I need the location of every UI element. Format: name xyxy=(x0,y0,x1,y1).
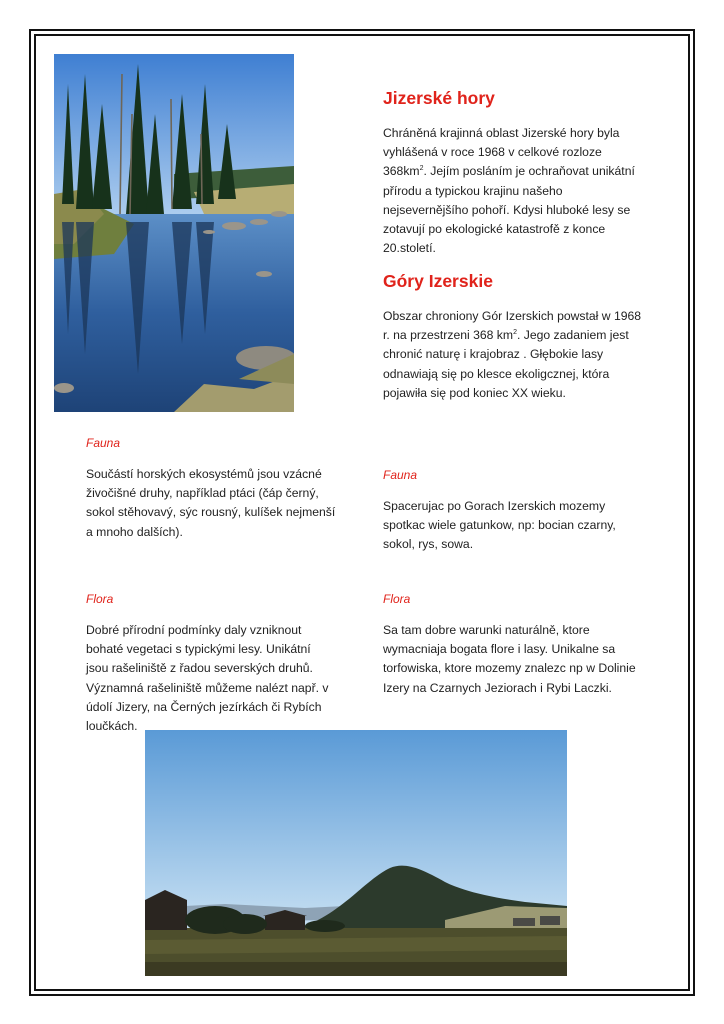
paragraph-pl-intro xyxy=(383,307,645,403)
pl-intro-superscript: 2 xyxy=(513,329,517,337)
cz-fauna-text: Součástí horských ekosystémů jsou vzácné živočišné druhy, například ptáci (čáp černý, sokol stěhovavý, sýc rousný, kulíšek nejmenší a mnoho dalších). xyxy=(86,467,336,539)
heading-gory-izerskie: Góry Izerskie xyxy=(383,271,493,291)
pl-flora-text: Sa tam dobre warunki naturálně, ktore wymacniaja bogata flore i lasy. Unikalne sa torfowiska, ktore mozemy znalezc np w Dolinie Izery na Czarnych Jeziorach i Rybi Laczki. xyxy=(383,623,636,695)
cz-intro-text-b: . Jejím posláním je ochraňovat unikátní přírodu a typickou krajinu našeho nejsevernějšího pohoří. Kdysi hluboké lesy se zotavují po ekologické katastrofě z konce 20.století. xyxy=(383,164,635,256)
pl-intro-text-b: . Jego zadaniem jest chronić naturę i krajobraz . Głębokie lasy odnawiają się po klesce ekoligcznej, która pojawiła się pod koniec XX wieku. xyxy=(383,328,629,400)
cz-flora-text: Dobré přírodní podmínky daly vzniknout bohaté vegetaci s typickými lesy. Unikátní jsou rašeliniště z řadou severských druhů. Významná rašeliniště můžeme nalézt např. v údolí Jizery, na Černých jezírkách či Rybích loučkách. xyxy=(86,623,329,734)
paragraph-cz-intro xyxy=(383,124,645,258)
pl-intro-text-a: Obszar chroniony Gór Izerskich powstał w 1968 r. na przestrzeni 368 km xyxy=(383,309,642,343)
cz-intro-superscript: 2 xyxy=(419,165,424,173)
pl-flora-label: Flora xyxy=(383,592,411,606)
pl-fauna-label: Fauna xyxy=(383,468,418,482)
cz-flora-label: Flora xyxy=(86,592,114,606)
lake-forest-photo xyxy=(54,54,294,412)
cz-intro-text-a: Chráněná krajinná oblast Jizerské hory byla vyhlášená v roce 1968 v celkové rozloze 368km xyxy=(383,126,620,179)
cz-fauna-label: Fauna xyxy=(86,436,121,450)
mountain-landscape-photo xyxy=(145,730,567,976)
heading-jizerske-hory: Jizerské hory xyxy=(383,88,495,108)
pl-fauna-text: Spacerujac po Gorach Izerskich mozemy spotkac wiele gatunkow, np: bocian czarny, sokol, rys, sowa. xyxy=(383,499,616,552)
